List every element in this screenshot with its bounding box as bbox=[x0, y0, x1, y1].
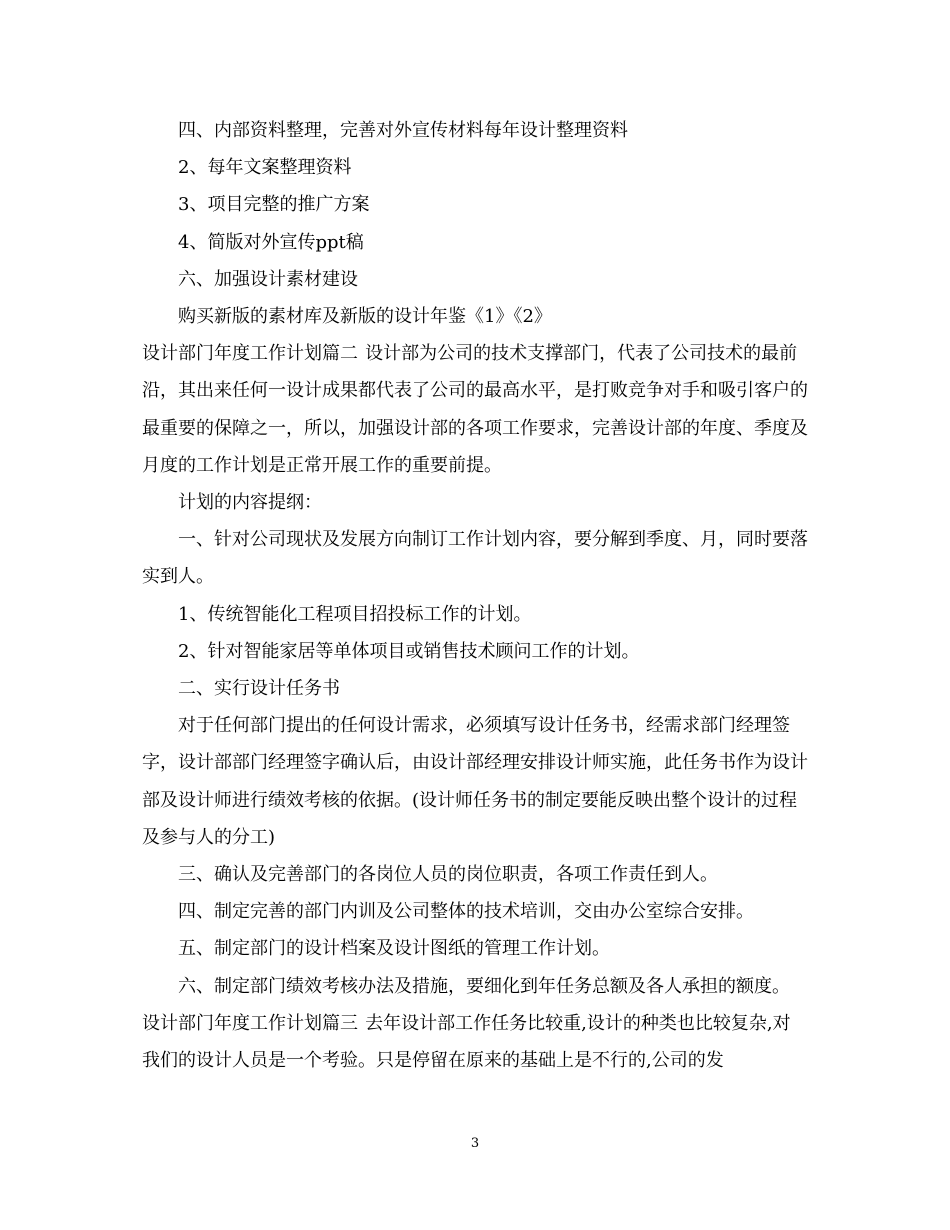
list-item-promotion-plan: 3、项目完整的推广方案 bbox=[178, 194, 370, 216]
paragraph-design-materials: 六、加强设计素材建设 bbox=[178, 268, 358, 290]
paragraph-task-book: 对于任何部门提出的任何设计需求，必须填写设计任务书，经需求部门经理签字，设计部部门经理签字确认后，由设计部经理安排设计师实施，此任务书作为设计部及设计师进行绩效考核的依据。(设计师任务书的制定要能反映出整个设计的过程及参与人的分工) bbox=[142, 715, 808, 848]
paragraph-item-two: 二、实行设计任务书 bbox=[178, 678, 340, 700]
page-number: 3 bbox=[470, 1136, 480, 1151]
paragraph-item-three: 三、确认及完善部门的各岗位人员的岗位职责，各项工作责任到人。 bbox=[178, 864, 718, 886]
paragraph-outline-heading: 计划的内容提纲： bbox=[178, 492, 322, 514]
section-plan-three: 设计部门年度工作计划篇三 去年设计部工作任务比较重,设计的种类也比较复杂,对我们的设计人员是一个考验。只是停留在原来的基础上是不行的,公司的发 bbox=[142, 1012, 791, 1072]
paragraph-item-six: 六、制定部门绩效考核办法及措施，要细化到年任务总额及各人承担的额度。 bbox=[178, 975, 790, 997]
list-item-smart-home: 2、针对智能家居等单体项目或销售技术顾问工作的计划。 bbox=[178, 640, 640, 662]
paragraph-purchase-library: 购买新版的素材库及新版的设计年鉴《1》《2》 bbox=[178, 306, 552, 328]
list-item-bidding: 1、传统智能化工程项目招投标工作的计划。 bbox=[178, 603, 532, 625]
document-body bbox=[142, 112, 808, 1079]
list-item-ppt-draft: 4、简版对外宣传ppt稿 bbox=[178, 231, 364, 253]
section-plan-two: 设计部门年度工作计划篇二 设计部为公司的技术支撑部门，代表了公司技术的最前沿，其出来任何一设计成果都代表了公司的最高水平，是打败竞争对手和吸引客户的最重要的保障之一，所以，加强设计部的各项工作要求，完善设计部的年度、季度及月度的工作计划是正常开展工作的重要前提。 bbox=[142, 343, 808, 476]
paragraph-item-four: 四、制定完善的部门内训及公司整体的技术培训，交由办公室综合安排。 bbox=[178, 901, 754, 923]
paragraph-item-five: 五、制定部门的设计档案及设计图纸的管理工作计划。 bbox=[178, 938, 610, 960]
list-item-copywriting: 2、每年文案整理资料 bbox=[178, 157, 352, 179]
paragraph-item-one: 一、针对公司现状及发展方向制订工作计划内容，要分解到季度、月，同时要落实到人。 bbox=[142, 529, 808, 588]
paragraph-internal-materials: 四、内部资料整理，完善对外宣传材料每年设计整理资料 bbox=[178, 120, 628, 141]
